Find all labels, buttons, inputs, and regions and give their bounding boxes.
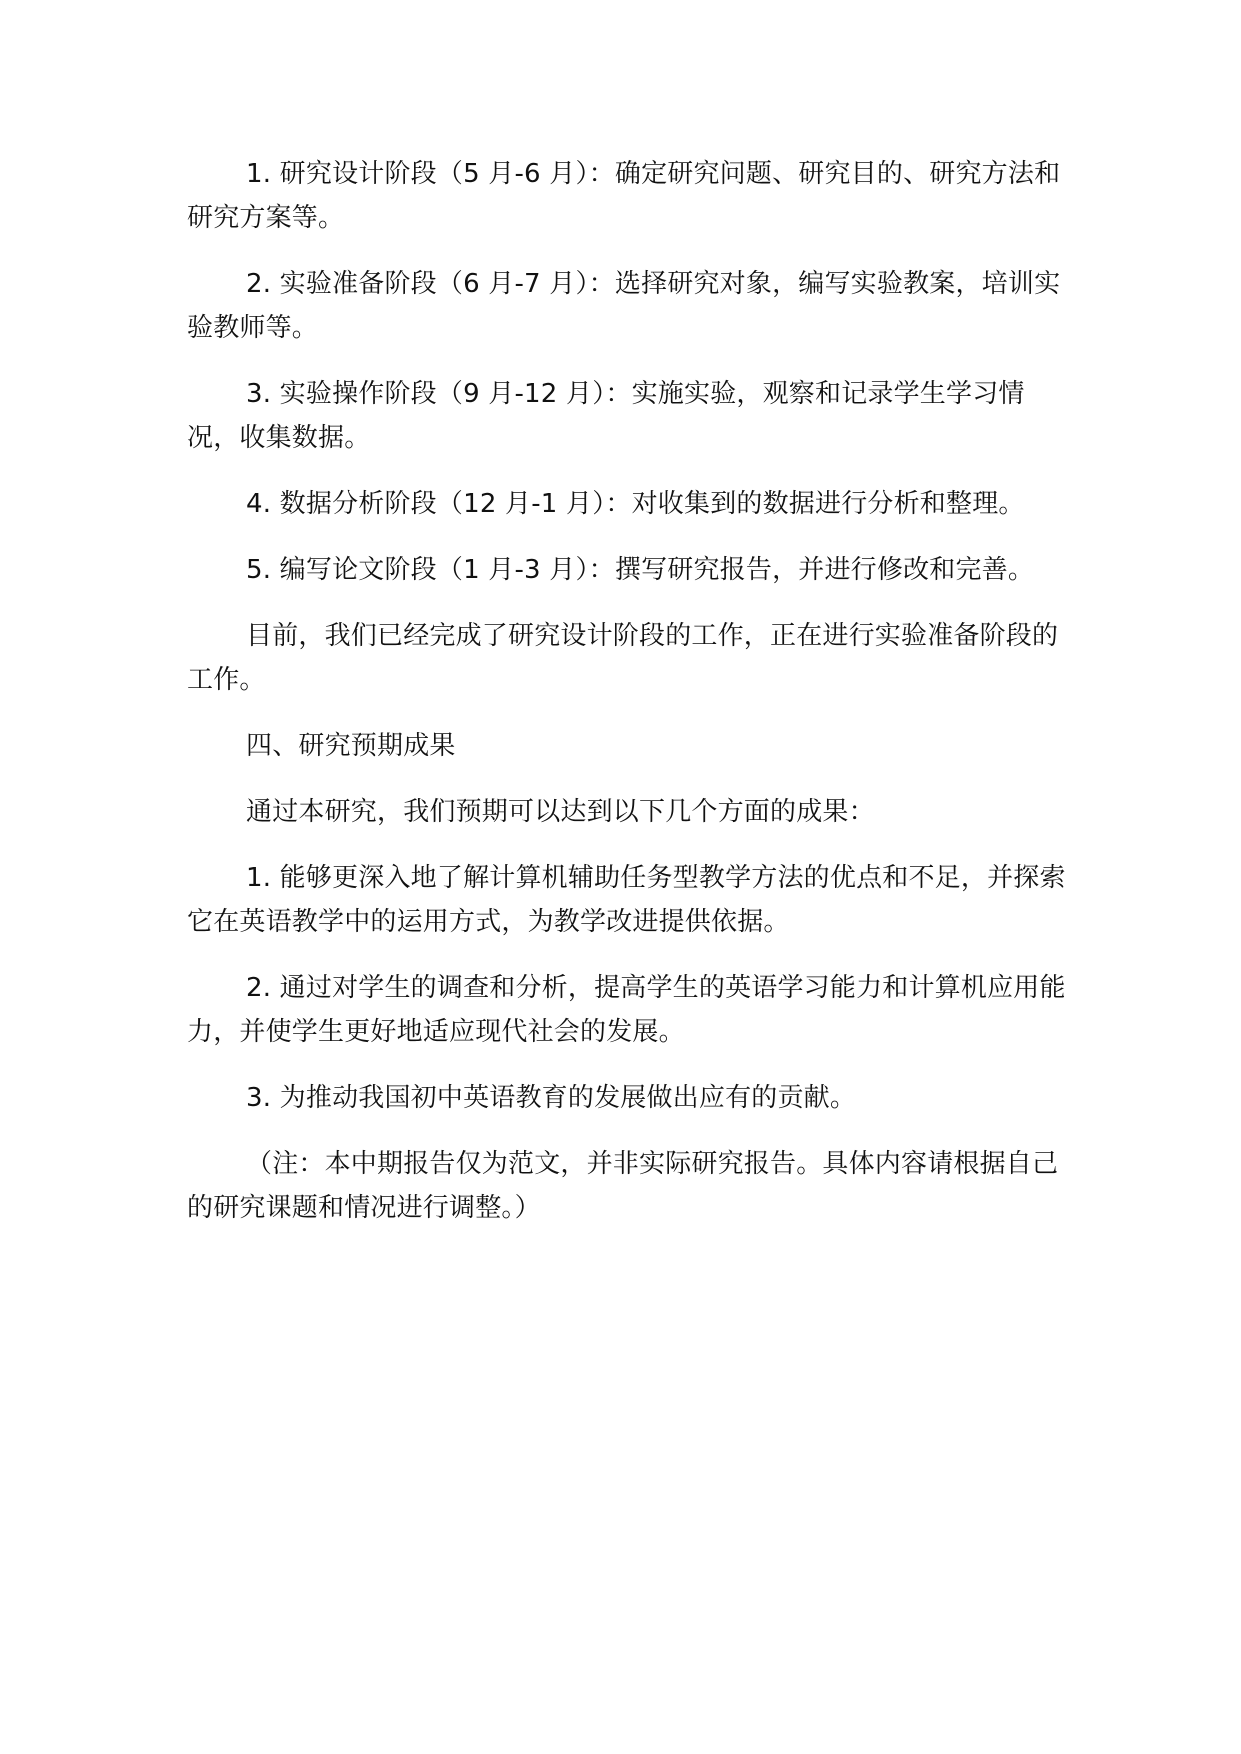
schedule-item-3: 3. 实验操作阶段（9 月-12 月）：实施实验，观察和记录学生学习情况，收集数据。	[187, 379, 1025, 453]
schedule-item-2: 2. 实验准备阶段（6 月-7 月）：选择研究对象，编写实验教案，培训实验教师等。	[187, 269, 1061, 343]
expected-result-2: 2. 通过对学生的调查和分析，提高学生的英语学习能力和计算机应用能力，并使学生更好地适应现代社会的发展。	[187, 973, 1066, 1047]
expected-result-3: 3. 为推动我国初中英语教育的发展做出应有的贡献。	[246, 1083, 857, 1113]
schedule-item-1: 1. 研究设计阶段（5 月-6 月）：确定研究问题、研究目的、研究方法和研究方案等。	[187, 159, 1061, 233]
progress-status-paragraph: 目前，我们已经完成了研究设计阶段的工作，正在进行实验准备阶段的工作。	[187, 621, 1059, 695]
note-paragraph: （注：本中期报告仅为范文，并非实际研究报告。具体内容请根据自己的研究课题和情况进行调整。）	[187, 1149, 1059, 1223]
document-body	[187, 152, 1067, 1252]
expected-result-1: 1. 能够更深入地了解计算机辅助任务型教学方法的优点和不足，并探索它在英语教学中的运用方式，为教学改进提供依据。	[187, 863, 1066, 937]
schedule-item-4: 4. 数据分析阶段（12 月-1 月）：对收集到的数据进行分析和整理。	[246, 489, 1025, 519]
section-heading-expected-results: 四、研究预期成果	[246, 731, 456, 761]
expected-results-intro: 通过本研究，我们预期可以达到以下几个方面的成果：	[246, 797, 875, 827]
schedule-item-5: 5. 编写论文阶段（1 月-3 月）：撰写研究报告，并进行修改和完善。	[246, 555, 1035, 585]
